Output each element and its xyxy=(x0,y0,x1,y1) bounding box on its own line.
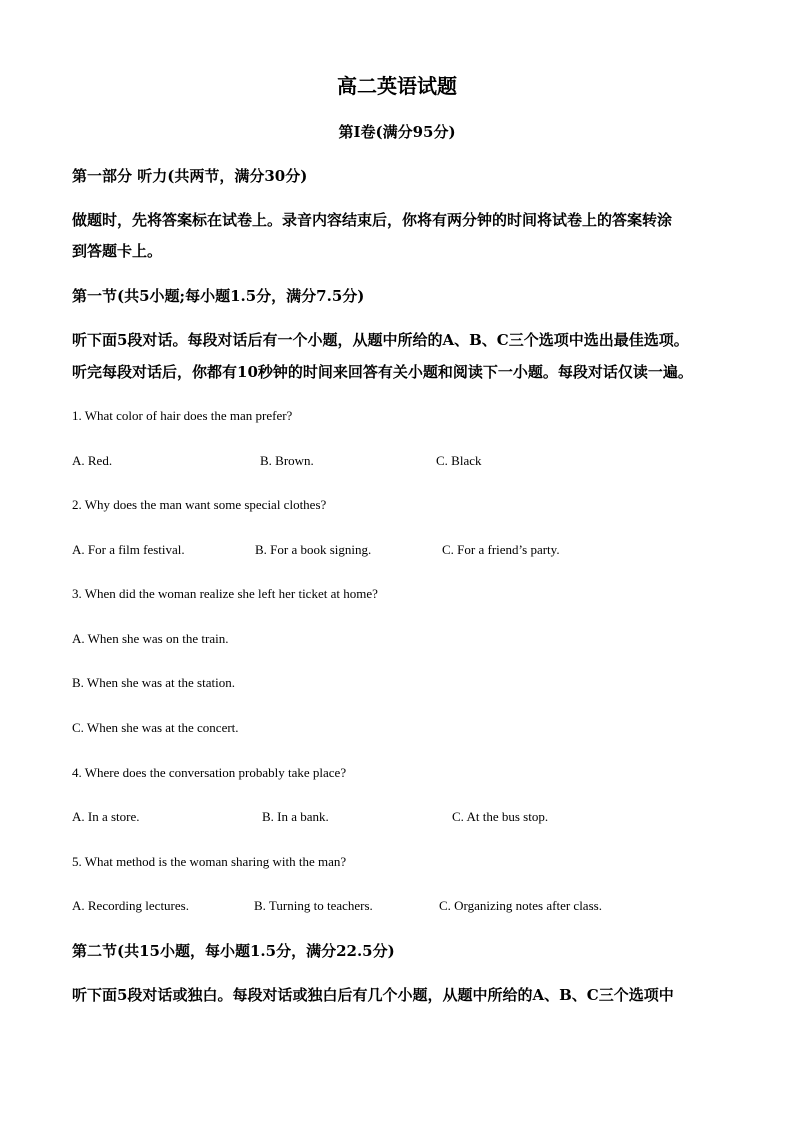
part1-instructions-line2: 到答题卡上。 xyxy=(72,242,163,260)
question-stem: 4. Where does the conversation probably take place? xyxy=(72,765,347,780)
option-a: A. In a store. xyxy=(72,809,140,824)
question-stem: 5. What method is the woman sharing with the man? xyxy=(72,854,347,869)
option-b: B. Turning to teachers. xyxy=(254,898,373,913)
question-stem: 1. What color of hair does the man prefer? xyxy=(72,408,293,423)
section2-heading: 第二节(共15小题，每小题1.5分，满分22.5分) xyxy=(72,942,395,960)
option-a: A. Red. xyxy=(72,453,113,468)
option-c: C. Organizing notes after class. xyxy=(439,898,602,913)
page-subtitle: 第I卷(满分95分) xyxy=(338,123,456,141)
option-a: A. Recording lectures. xyxy=(72,898,189,913)
part1-instructions-line1: 做题时，先将答案标在试卷上。录音内容结束后，你将有两分钟的时间将试卷上的答案转涂 xyxy=(72,211,673,229)
option-b: B. For a book signing. xyxy=(255,542,372,557)
section1-heading: 第一节(共5小题;每小题1.5分，满分7.5分) xyxy=(72,287,365,305)
option-c: C. At the bus stop. xyxy=(452,809,549,824)
option-b: B. When she was at the station. xyxy=(72,675,235,690)
section2-instructions-line1: 听下面5段对话或独白。每段对话或独白后有几个小题，从题中所给的A、B、C三个选项中 xyxy=(72,986,674,1004)
section1-instructions-line1: 听下面5段对话。每段对话后有一个小题，从题中所给的A、B、C三个选项中选出最佳选项。 xyxy=(72,331,689,349)
option-c: C. For a friend’s party. xyxy=(442,542,560,557)
option-b: B. In a bank. xyxy=(262,809,329,824)
question-stem: 3. When did the woman realize she left her ticket at home? xyxy=(72,586,378,601)
section1-instructions-line2: 听完每段对话后，你都有10秒钟的时间来回答有关小题和阅读下一小题。每段对话仅读一遍。 xyxy=(72,363,693,381)
option-a: A. When she was on the train. xyxy=(72,631,229,646)
option-c: C. Black xyxy=(436,453,482,468)
question-stem: 2. Why does the man want some special clothes? xyxy=(72,497,327,512)
page-title: 高二英语试题 xyxy=(337,74,457,98)
option-b: B. Brown. xyxy=(260,453,314,468)
option-a: A. For a film festival. xyxy=(72,542,185,557)
part1-heading: 第一部分 听力(共两节，满分30分) xyxy=(72,167,308,185)
option-c: C. When she was at the concert. xyxy=(72,720,239,735)
